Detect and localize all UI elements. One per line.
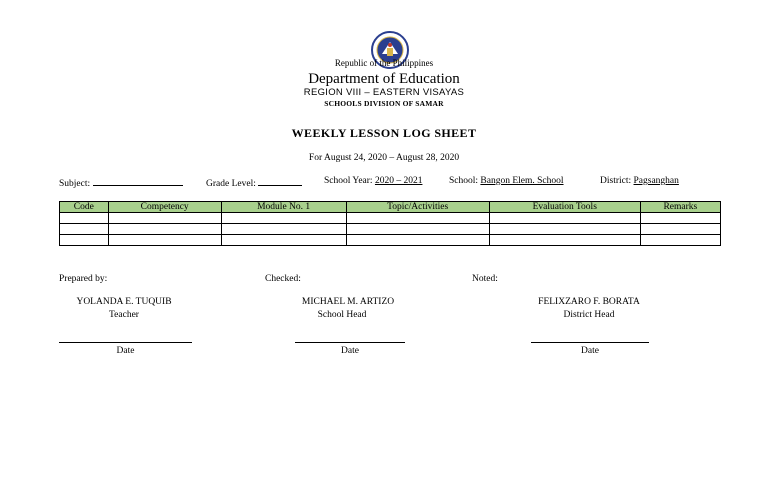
table-cell[interactable] <box>640 224 720 235</box>
department-heading: Department of Education <box>308 71 460 87</box>
region-heading: REGION VIII – EASTERN VISAYAS <box>303 87 465 98</box>
prepared-by-label: Prepared by: <box>59 274 108 284</box>
checker-date-label: Date <box>341 346 359 356</box>
subject-field <box>59 176 183 189</box>
school-year-value: 2020 – 2021 <box>374 176 423 186</box>
noter-role: District Head <box>563 310 615 320</box>
table-row <box>60 213 721 224</box>
subject-blank <box>93 176 183 186</box>
table-cell[interactable] <box>489 224 640 235</box>
grade-level-field <box>206 176 302 189</box>
lesson-log-table <box>59 201 721 246</box>
table-cell[interactable] <box>640 235 720 246</box>
table-cell[interactable] <box>346 224 489 235</box>
school-year-label: School Year: <box>324 176 373 186</box>
school-label: School: <box>449 176 479 186</box>
table-header-row <box>60 202 721 213</box>
table-row <box>60 235 721 246</box>
preparer-date-line <box>59 342 192 343</box>
division-heading: SCHOOLS DIVISION OF SAMAR <box>324 99 444 108</box>
table-cell[interactable] <box>221 224 346 235</box>
school-year-field <box>324 176 422 186</box>
table-cell[interactable] <box>489 213 640 224</box>
district-value: Pagsanghan <box>633 176 679 186</box>
grade-level-label: Grade Level: <box>206 179 256 189</box>
column-header-code: Code <box>60 202 109 213</box>
noter-date-line <box>531 342 649 343</box>
noted-label: Noted: <box>472 274 498 284</box>
checker-role: School Head <box>317 310 367 320</box>
document-title: WEEKLY LESSON LOG SHEET <box>291 126 477 140</box>
table-cell[interactable] <box>221 213 346 224</box>
checker-date-line <box>295 342 405 343</box>
preparer-name: YOLANDA E. TUQUIB <box>76 297 172 307</box>
district-label: District: <box>600 176 632 186</box>
table-cell[interactable] <box>60 224 109 235</box>
column-header-module: Module No. 1 <box>221 202 346 213</box>
republic-heading: Republic of the Philippines <box>334 58 434 68</box>
period-line: For August 24, 2020 – August 28, 2020 <box>308 153 460 163</box>
subject-label: Subject: <box>59 179 91 189</box>
preparer-date-label: Date <box>116 346 135 356</box>
table-cell[interactable] <box>221 235 346 246</box>
column-header-competency: Competency <box>108 202 221 213</box>
school-field <box>449 176 564 186</box>
checked-label: Checked: <box>265 274 301 284</box>
column-header-topic: Topic/Activities <box>346 202 489 213</box>
column-header-remarks: Remarks <box>640 202 720 213</box>
table-cell[interactable] <box>346 213 489 224</box>
preparer-role: Teacher <box>109 310 139 320</box>
table-cell[interactable] <box>346 235 489 246</box>
checker-name: MICHAEL M. ARTIZO <box>301 297 395 307</box>
noter-date-label: Date <box>581 346 599 356</box>
column-header-evaluation: Evaluation Tools <box>489 202 640 213</box>
district-field <box>600 176 679 186</box>
table-cell[interactable] <box>60 235 109 246</box>
table-row <box>60 224 721 235</box>
table-cell[interactable] <box>489 235 640 246</box>
noter-name: FELIXZARO F. BORATA <box>538 297 640 307</box>
table-cell[interactable] <box>108 224 221 235</box>
grade-level-blank <box>258 176 302 186</box>
table-cell[interactable] <box>640 213 720 224</box>
table-cell[interactable] <box>108 235 221 246</box>
school-value: Bangon Elem. School <box>480 176 564 186</box>
table-cell[interactable] <box>108 213 221 224</box>
table-cell[interactable] <box>60 213 109 224</box>
